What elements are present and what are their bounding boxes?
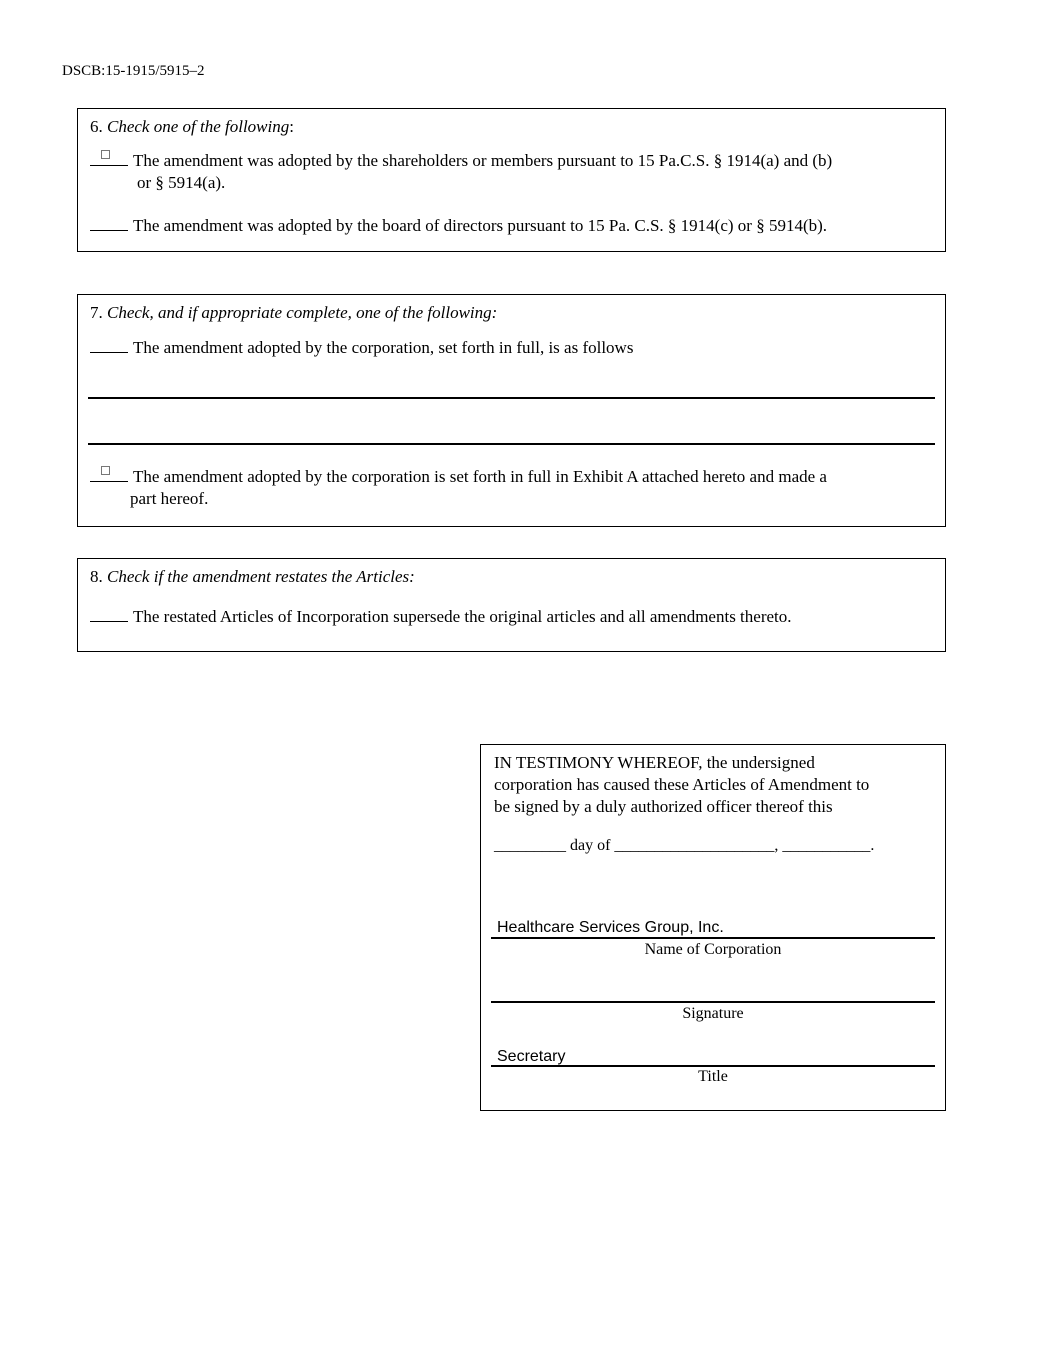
board-checkbox[interactable] bbox=[90, 214, 128, 231]
restated-checkbox[interactable] bbox=[90, 605, 128, 622]
corporation-name-line bbox=[491, 937, 935, 939]
restated-option-text: The restated Articles of Incorporation supersede the original articles and all amendments thereto. bbox=[133, 607, 792, 626]
section-6-option-shareholders bbox=[90, 149, 940, 172]
as-follows-checkbox[interactable] bbox=[90, 336, 128, 353]
amendment-text-line-1[interactable] bbox=[88, 397, 935, 399]
signature-line[interactable] bbox=[491, 1001, 935, 1003]
corporation-name-value[interactable]: Healthcare Services Group, Inc. bbox=[497, 919, 724, 936]
section-8-number: 8. bbox=[90, 567, 103, 586]
section-7-option-exhibit bbox=[90, 465, 940, 488]
section-6-option-board bbox=[90, 214, 940, 237]
section-8-title bbox=[90, 567, 415, 587]
checkbox-square-icon bbox=[101, 466, 110, 475]
testimony-box bbox=[480, 744, 946, 1111]
officer-title-value[interactable]: Secretary bbox=[497, 1048, 566, 1065]
form-id: DSCB:15-1915/5915–2 bbox=[62, 63, 205, 79]
section-7-box bbox=[77, 294, 946, 527]
amendment-text-line-2[interactable] bbox=[88, 443, 935, 445]
testimony-line-3: be signed by a duly authorized officer thereof this bbox=[494, 797, 833, 816]
section-8-option-restated bbox=[90, 605, 940, 628]
shareholders-option-text: The amendment was adopted by the shareholders or members pursuant to 15 Pa.C.S. § 1914(a) and (b) bbox=[133, 151, 833, 170]
section-8-box bbox=[77, 558, 946, 652]
officer-title-caption: Title bbox=[698, 1068, 728, 1085]
testimony-line-2: corporation has caused these Articles of Amendment to bbox=[494, 775, 870, 794]
exhibit-option-text: The amendment adopted by the corporation is set forth in full in Exhibit A attached hereto and made a bbox=[133, 467, 827, 486]
section-6-heading: Check one of the following bbox=[107, 117, 290, 136]
officer-title-line bbox=[491, 1065, 935, 1067]
corporation-name-caption: Name of Corporation bbox=[644, 941, 782, 958]
signature-caption: Signature bbox=[682, 1005, 744, 1022]
section-6-box bbox=[77, 108, 946, 252]
section-8-heading: Check if the amendment restates the Articles: bbox=[107, 567, 415, 586]
checkbox-square-icon bbox=[101, 150, 110, 159]
exhibit-a-checkbox[interactable] bbox=[90, 465, 128, 482]
section-7-heading: Check, and if appropriate complete, one of the following: bbox=[107, 303, 498, 322]
board-option-text: The amendment was adopted by the board of directors pursuant to 15 Pa. C.S. § 1914(c) or § 5914(b). bbox=[133, 216, 828, 235]
section-6-number: 6. bbox=[90, 117, 103, 136]
section-7-option-as-follows bbox=[90, 336, 940, 359]
testimony-statement bbox=[494, 752, 934, 818]
signing-date-line[interactable]: _________ day of ____________________, ___________. bbox=[494, 837, 875, 854]
as-follows-option-text: The amendment adopted by the corporation, set forth in full, is as follows bbox=[133, 338, 634, 357]
testimony-line-1: IN TESTIMONY WHEREOF, the undersigned bbox=[494, 753, 815, 772]
section-6-title bbox=[90, 117, 294, 137]
shareholders-checkbox[interactable] bbox=[90, 149, 128, 166]
section-6-option-shareholders-cont: or § 5914(a). bbox=[137, 173, 226, 192]
section-7-title bbox=[90, 303, 497, 323]
section-7-option-exhibit-cont: part hereof. bbox=[130, 489, 209, 508]
section-6-colon: : bbox=[289, 117, 294, 136]
section-7-number: 7. bbox=[90, 303, 103, 322]
